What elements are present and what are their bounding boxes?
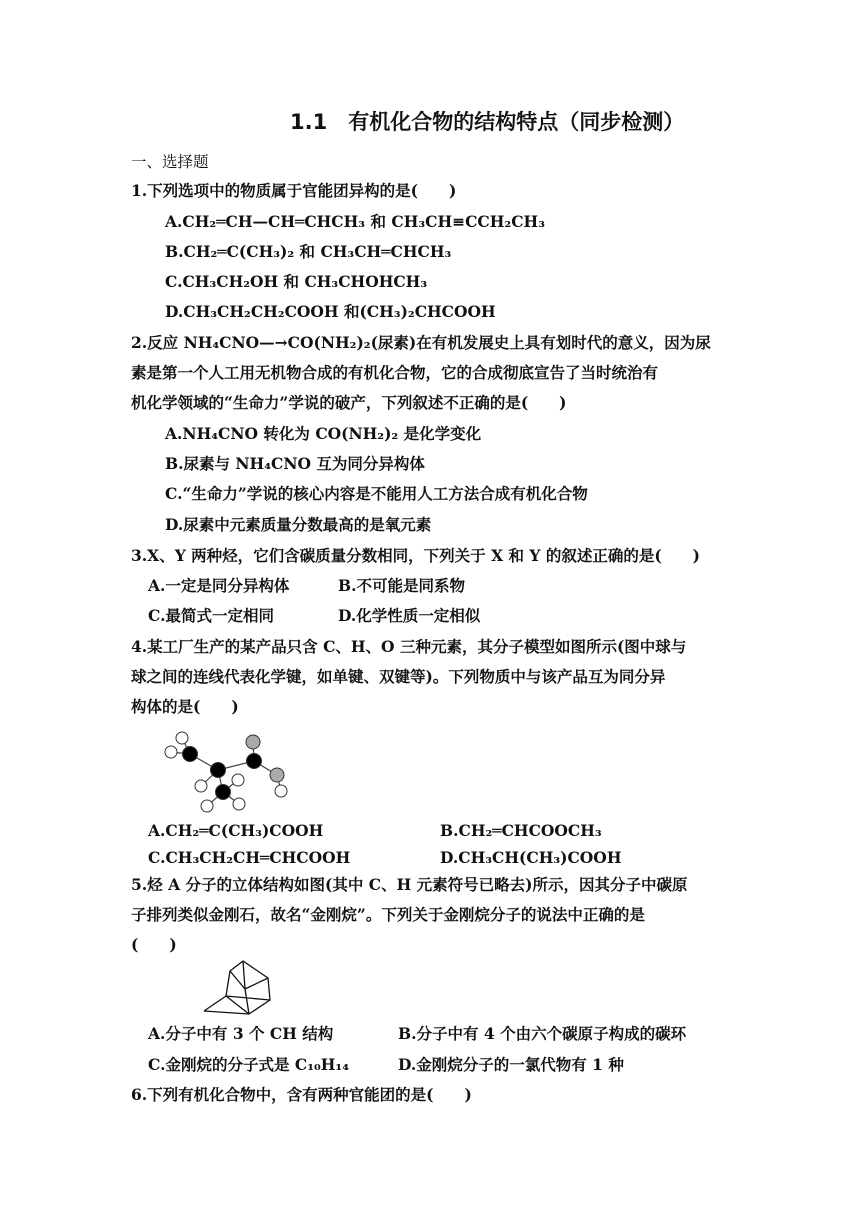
question-5-stem-line-2: 子排列类似金刚石，故名“金刚烷”。下列关于金刚烷分子的说法中正确的是 bbox=[131, 905, 645, 924]
question-1-stem: 1.下列选项中的物质属于官能团异构的是( ) bbox=[131, 181, 457, 200]
question-5-stem-line-3: ( ) bbox=[131, 935, 177, 954]
carbon-atom bbox=[216, 785, 231, 800]
question-2-stem-line-1: 2.反应 NH₄CNO—→CO(NH₂)₂(尿素)在有机发展史上具有划时代的意义，因为尿 bbox=[131, 333, 711, 352]
question-1-option-d: D.CH₃CH₂CH₂COOH 和(CH₃)₂CHCOOH bbox=[165, 302, 496, 321]
oxygen-atom bbox=[246, 735, 260, 749]
carbon-atom bbox=[247, 754, 262, 769]
question-3-option-a: A.一定是同分异构体 bbox=[148, 576, 290, 595]
question-4-stem-line-2: 球之间的连线代表化学键，如单键、双键等)。下列物质中与该产品互为同分异 bbox=[131, 667, 666, 686]
question-6-stem: 6.下列有机化合物中，含有两种官能团的是( ) bbox=[131, 1085, 472, 1104]
question-3-option-c: C.最简式一定相同 bbox=[148, 606, 274, 625]
carbon-atom bbox=[183, 747, 198, 762]
hydrogen-atom bbox=[176, 732, 188, 744]
hydrogen-atom bbox=[165, 746, 177, 758]
question-2-option-a: A.NH₄CNO 转化为 CO(NH₂)₂ 是化学变化 bbox=[165, 424, 482, 443]
question-4-stem-line-3: 构体的是( ) bbox=[131, 697, 239, 716]
question-1-option-b: B.CH₂═C(CH₃)₂ 和 CH₃CH═CHCH₃ bbox=[165, 242, 452, 261]
hydrogen-atom bbox=[233, 798, 245, 810]
hydrogen-atom bbox=[201, 800, 213, 812]
page-title: 1.1 有机化合物的结构特点（同步检测） bbox=[290, 110, 685, 134]
question-2-stem-line-3: 机化学领域的“生命力”学说的破产，下列叙述不正确的是( ) bbox=[131, 393, 567, 412]
question-3-stem: 3.X、Y 两种烃，它们含碳质量分数相同，下列关于 X 和 Y 的叙述正确的是( ) bbox=[131, 546, 701, 565]
question-5-stem-line-1: 5.烃 A 分子的立体结构如图(其中 C、H 元素符号已略去)所示，因其分子中碳原 bbox=[131, 875, 688, 894]
question-3-option-d: D.化学性质一定相似 bbox=[338, 606, 481, 625]
question-4-option-d: D.CH₃CH(CH₃)COOH bbox=[440, 848, 622, 867]
oxygen-atom bbox=[270, 768, 284, 782]
question-4-stem-line-1: 4.某工厂生产的某产品只含 C、H、O 三种元素，其分子模型如图所示(图中球与 bbox=[131, 637, 687, 656]
question-5-option-a: A.分子中有 3 个 CH 结构 bbox=[148, 1024, 334, 1043]
question-1-option-a: A.CH₂═CH—CH═CHCH₃ 和 CH₃CH≡CCH₂CH₃ bbox=[165, 212, 545, 231]
molecule-model-figure bbox=[155, 722, 295, 814]
question-4-option-c: C.CH₃CH₂CH═CHCOOH bbox=[148, 848, 351, 867]
section-heading: 一、选择题 bbox=[131, 153, 209, 171]
question-3-option-b: B.不可能是同系物 bbox=[338, 576, 465, 595]
question-4-option-a: A.CH₂═C(CH₃)COOH bbox=[148, 821, 324, 840]
hydrogen-atom bbox=[232, 774, 244, 786]
hydrogen-atom bbox=[275, 785, 287, 797]
question-2-option-b: B.尿素与 NH₄CNO 互为同分异构体 bbox=[165, 454, 425, 473]
question-2-option-c: C.“生命力”学说的核心内容是不能用人工方法合成有机化合物 bbox=[165, 484, 588, 503]
question-4-option-b: B.CH₂═CHCOOCH₃ bbox=[440, 821, 602, 840]
question-2-stem-line-2: 素是第一个人工用无机物合成的有机化合物，它的合成彻底宣告了当时统治有 bbox=[131, 363, 659, 382]
question-5-option-d: D.金刚烷分子的一氯代物有 1 种 bbox=[398, 1055, 624, 1074]
question-5-option-b: B.分子中有 4 个由六个碳原子构成的碳环 bbox=[398, 1024, 687, 1043]
adamantane-structure-figure bbox=[196, 956, 280, 1018]
question-5-option-c: C.金刚烷的分子式是 C₁₀H₁₄ bbox=[148, 1055, 349, 1074]
hydrogen-atom bbox=[195, 780, 207, 792]
question-1-option-c: C.CH₃CH₂OH 和 CH₃CHOHCH₃ bbox=[165, 272, 428, 291]
question-2-option-d: D.尿素中元素质量分数最高的是氧元素 bbox=[165, 515, 432, 534]
carbon-atom bbox=[211, 763, 226, 778]
